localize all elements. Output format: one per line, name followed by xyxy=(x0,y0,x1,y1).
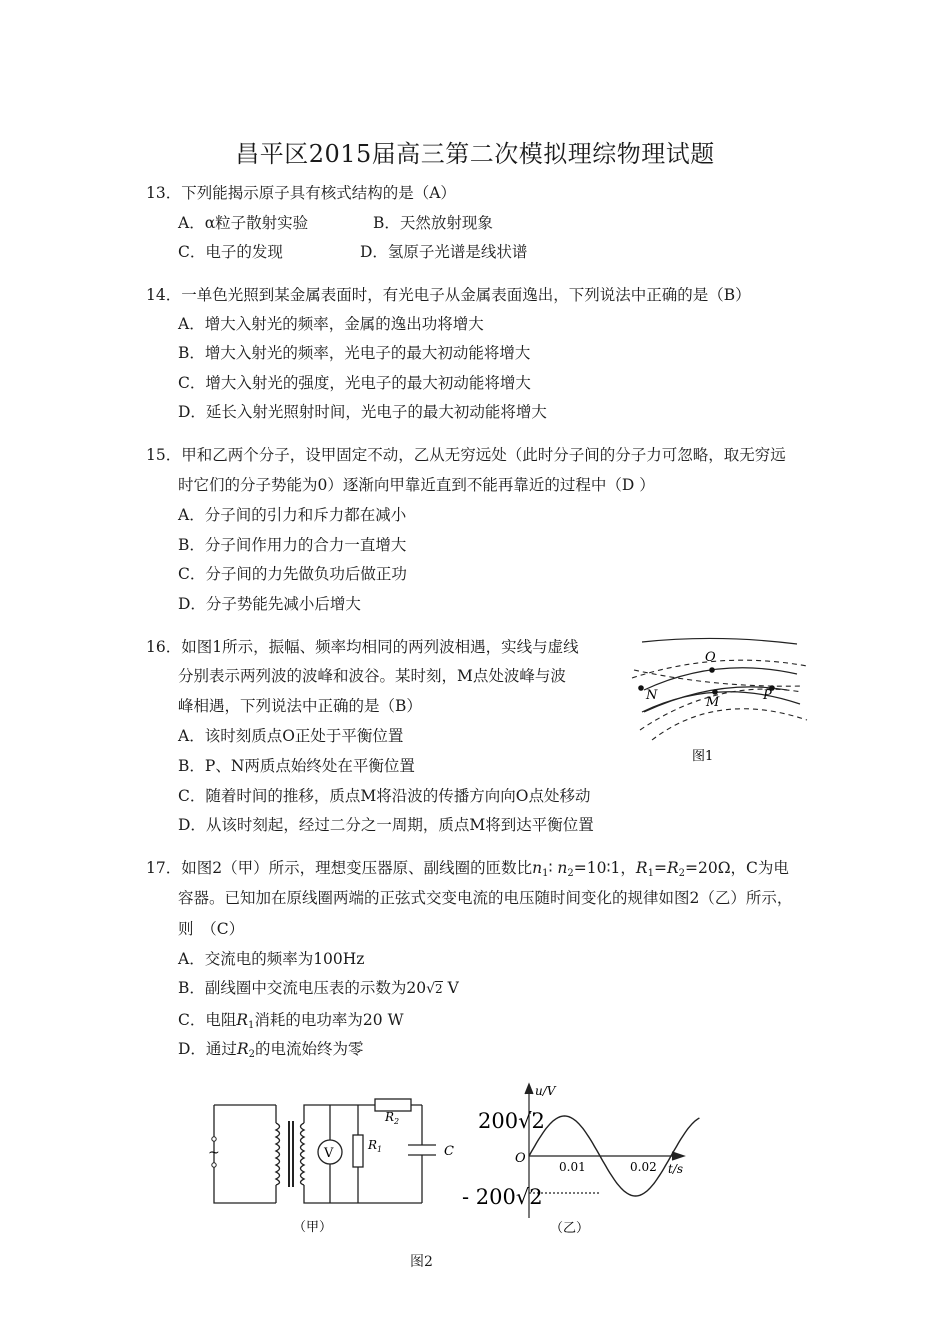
q17-stem-line1: 17．如图2（甲）所示，理想变压器原、副线圈的匝数比$n_1∶$ $n_2=10∶1$，$R_1=R_2=20\Omega$，C为电 xyxy=(146,859,789,879)
figure-2-voltage-graph xyxy=(460,1078,700,1248)
ac-source-icon: ~ xyxy=(208,1145,220,1161)
q14-option-a: A．增大入射光的频率，金属的逸出功将增大 xyxy=(178,315,484,333)
q17-option-c: C．电阻$R_1$消耗的电功率为20 W xyxy=(178,1011,404,1031)
secondary-coil xyxy=(301,1123,305,1185)
q17-option-d: D．通过$R_2$的电流始终为零 xyxy=(178,1040,364,1060)
positive-peak-label: 200√2 xyxy=(478,1109,545,1133)
voltmeter-label: V xyxy=(324,1146,334,1161)
wave-trough-line xyxy=(640,689,802,730)
label-m: M xyxy=(706,695,720,710)
q16-stem-line2: 分别表示两列波的波峰和波谷。某时刻，M点处波峰与波 xyxy=(178,667,566,685)
wave-crest-line xyxy=(642,692,800,712)
q17-option-b: B．副线圈中交流电压表的示数为20√2 V xyxy=(178,979,459,997)
label-o: O xyxy=(705,650,716,665)
q15-stem-line1: 15．甲和乙两个分子，设甲固定不动，乙从无穷远处（此时分子间的分子力可忽略，取无穷远 xyxy=(146,446,786,464)
page-title: 昌平区2015届高三第二次模拟理综物理试题 xyxy=(235,140,715,168)
q17-stem-line2: 容器。已知加在原线圈两端的正弦式交变电流的电压随时间变化的规律如图2（乙）所示， xyxy=(178,889,793,907)
t-axis-label: t/s xyxy=(668,1162,684,1176)
tick-0.02: 0.02 xyxy=(630,1160,657,1174)
r1-label: $R_1$ xyxy=(368,1138,383,1154)
q15-option-a: A．分子间的引力和斥力都在减小 xyxy=(178,506,407,524)
u-axis-label: u/V xyxy=(535,1084,556,1098)
q13-stem: 13．下列能揭示原子具有核式结构的是（A） xyxy=(146,184,456,202)
q14-option-b: B．增大入射光的频率，光电子的最大初动能将增大 xyxy=(178,344,531,362)
r2-label: $R_2$ xyxy=(385,1110,400,1126)
tick-0.01: 0.01 xyxy=(559,1160,586,1174)
figure-2-right-caption: （乙） xyxy=(550,1221,590,1236)
q16-option-c: C．随着时间的推移，质点M将沿波的传播方向向O点处移动 xyxy=(178,787,591,805)
q16-option-b: B．P、N两质点始终处在平衡位置 xyxy=(178,757,415,775)
label-p: P xyxy=(763,688,772,703)
point-o xyxy=(709,667,715,673)
q13-option-d: D．氢原子光谱是线状谱 xyxy=(360,243,528,261)
point-m xyxy=(712,689,718,695)
q15-option-b: B．分子间作用力的合力一直增大 xyxy=(178,536,407,554)
wave-trough-line xyxy=(652,709,807,740)
figure-2-circuit xyxy=(200,1085,470,1245)
capacitor-label: C xyxy=(444,1144,454,1159)
q13-option-a: A．α粒子散射实验 xyxy=(178,214,309,232)
q14-option-c: C．增大入射光的强度，光电子的最大初动能将增大 xyxy=(178,374,531,392)
label-n: N xyxy=(646,688,658,703)
q17-stem-line3: 则 （C） xyxy=(178,920,245,938)
primary-coil xyxy=(276,1123,280,1185)
figure-2-left-caption: （甲） xyxy=(293,1220,333,1235)
q16-option-d: D．从该时刻起，经过二分之一周期，质点M将到达平衡位置 xyxy=(178,816,594,834)
q13-option-b: B．天然放射现象 xyxy=(373,214,493,232)
resistor-r1 xyxy=(353,1135,363,1167)
q16-stem-line3: 峰相遇，下列说法中正确的是（B） xyxy=(178,697,422,715)
q15-stem-line2: 时它们的分子势能为0）逐渐向甲靠近直到不能再靠近的过程中（D ） xyxy=(178,476,655,494)
wave-crest-line xyxy=(642,638,797,644)
q13-option-c: C．电子的发现 xyxy=(178,243,283,261)
q15-option-c: C．分子间的力先做负功后做正功 xyxy=(178,565,407,583)
figure-2-caption: 图2 xyxy=(410,1254,433,1270)
q16-stem-line1: 16．如图1所示，振幅、频率均相同的两列波相遇，实线与虚线 xyxy=(146,638,579,656)
negative-peak-label: - 200√2 xyxy=(462,1185,543,1209)
q16-option-a: A．该时刻质点O正处于平衡位置 xyxy=(178,727,404,745)
q15-option-d: D．分子势能先减小后增大 xyxy=(178,595,361,613)
origin-label: O xyxy=(515,1151,526,1166)
q17-option-a: A．交流电的频率为100Hz xyxy=(178,950,365,968)
point-n xyxy=(638,685,644,691)
q14-stem: 14．一单色光照到某金属表面时，有光电子从金属表面逸出，下列说法中正确的是（B） xyxy=(146,286,751,304)
q14-option-d: D．延长入射光照射时间，光电子的最大初动能将增大 xyxy=(178,403,547,421)
figure-1-caption: 图1 xyxy=(692,749,714,764)
figure-1-wave-interference xyxy=(622,630,812,770)
